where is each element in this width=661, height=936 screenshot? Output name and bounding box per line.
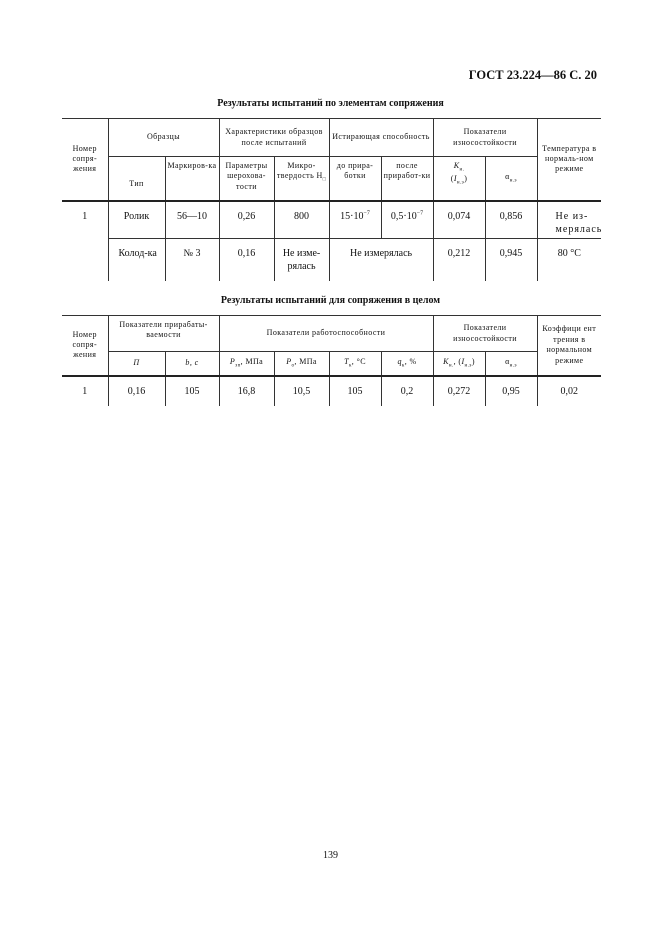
cell-q-k: 0,2	[381, 376, 433, 406]
table-joint-results	[62, 315, 601, 406]
cell-roughness: 0,26	[219, 201, 274, 239]
header-abrasive: Истирающая способность	[329, 119, 433, 157]
cell-marking: 56—10	[165, 201, 219, 239]
cell-k: 0,212	[433, 239, 485, 281]
header-microhardness: Микро-твердость $H_□$	[274, 157, 329, 201]
header-temperature: Температура в нормаль-ном режиме	[537, 119, 601, 201]
table-element-results	[62, 118, 601, 281]
header-q-k: $q_к$, %	[381, 352, 433, 376]
table1-title: Результаты испытаний по элементам сопряжения	[217, 98, 444, 109]
header-p-o: $P_о$, МПа	[274, 352, 329, 376]
header-number: Номер сопря-жения	[62, 119, 108, 201]
header-characteristics: Характеристики образцов после испытаний	[219, 119, 329, 157]
header-k: $K_{н.}$ $(I_{н.э})$	[433, 157, 485, 201]
header-p-zp: $P_{зп}$, МПа	[219, 352, 274, 376]
cell-number: 1	[62, 376, 108, 406]
cell-friction: 0,02	[537, 376, 601, 406]
cell-roughness: 0,16	[219, 239, 274, 281]
cell-type: Ролик	[108, 201, 165, 239]
cell-k: 0,074	[433, 201, 485, 239]
cell-p-zp: 16,8	[219, 376, 274, 406]
cell-alpha: 0,95	[485, 376, 537, 406]
cell-marking: № 3	[165, 239, 219, 281]
table2-title: Результаты испытаний для сопряжения в целом	[220, 295, 441, 306]
header-samples: Образцы	[108, 119, 219, 157]
cell-temperature: Не из-мерялась	[537, 201, 601, 239]
header-type: Тип	[108, 157, 165, 201]
cell-type: Колод-ка	[108, 239, 165, 281]
header-bc: b, c	[165, 352, 219, 376]
cell-t-k: 105	[329, 376, 381, 406]
document-code: ГОСТ 23.224—86 С. 20	[468, 68, 597, 82]
cell-microhardness: 800	[274, 201, 329, 239]
header-wear: Показатели износостойкости	[433, 119, 537, 157]
header-alpha: $\alpha_{н.э}$	[485, 352, 537, 376]
header-performance: Показатели работоспособности	[219, 316, 433, 352]
cell-microhardness: Не изме-рялась	[274, 239, 329, 281]
cell-before: $15\cdot 10^{-7}$	[329, 201, 381, 239]
header-friction: Коэффици ент трения в нормальном режиме	[537, 316, 601, 376]
table-row	[62, 239, 601, 281]
table-row	[62, 376, 601, 406]
cell-alpha: 0,945	[485, 239, 537, 281]
cell-after: $0,5\cdot 10^{-7}$	[381, 201, 433, 239]
page-number: 139	[323, 850, 338, 861]
cell-pi: 0,16	[108, 376, 165, 406]
cell-bc: 105	[165, 376, 219, 406]
cell-p-o: 10,5	[274, 376, 329, 406]
header-wear: Показатели износостойкости	[433, 316, 537, 352]
cell-temperature: 80 °С	[537, 239, 601, 281]
header-runin: Показатели прирабаты-ваемости	[108, 316, 219, 352]
header-number: Номер сопря-жения	[62, 316, 108, 376]
cell-abrasive: Не измерялась	[329, 239, 433, 281]
header-t-k: $T_к$, °С	[329, 352, 381, 376]
cell-k: 0,272	[433, 376, 485, 406]
header-marking: Маркиров-ка	[165, 157, 219, 201]
cell-alpha: 0,856	[485, 201, 537, 239]
header-alpha: $\alpha_{н.э}$	[485, 157, 537, 201]
header-roughness: Параметры шерохова-тости	[219, 157, 274, 201]
header-after-runin: после приработ-ки	[381, 157, 433, 201]
cell-number: 1	[62, 201, 108, 281]
header-before-runin: до прира-ботки	[329, 157, 381, 201]
header-pi: П	[108, 352, 165, 376]
header-k: $K_{н.}$, $(I_{н.э})$	[433, 352, 485, 376]
table-row	[62, 201, 601, 239]
